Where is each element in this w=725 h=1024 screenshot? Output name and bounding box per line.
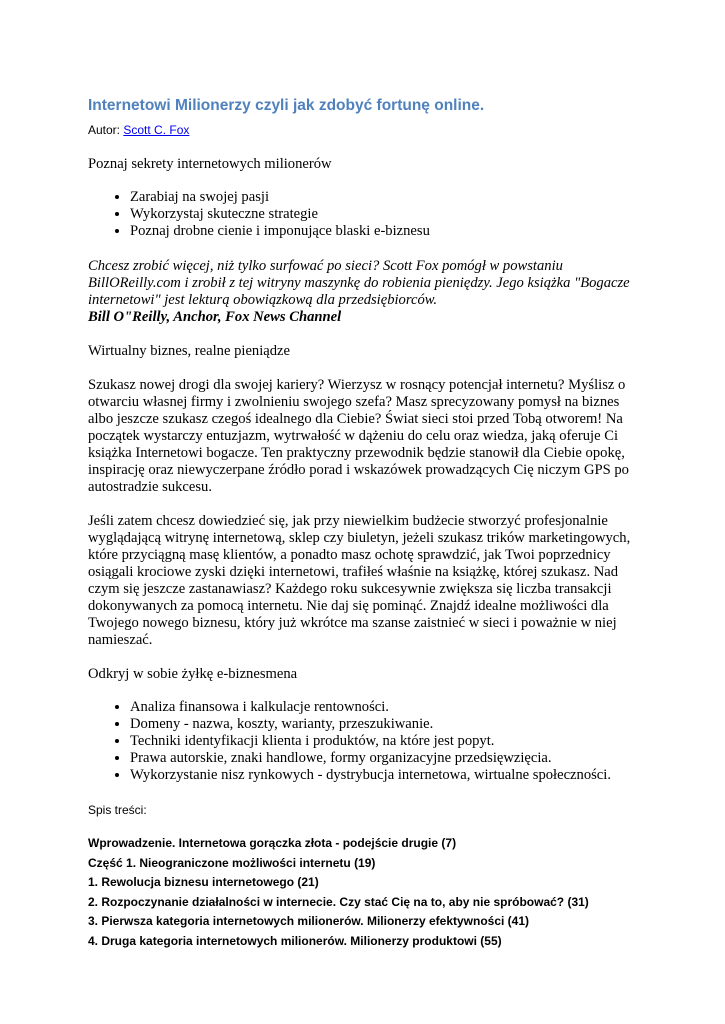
quote-text: Chcesz zrobić więcej, niż tylko surfować po sieci? Scott Fox pomógł w powstaniu BillOReilly.com i zrobił z tej witryny maszynkę do robienia pieniędzy. Jego książka "Bogacze internetowi" jest lekturą obowiązkową dla przedsiębiorców. xyxy=(88,258,630,308)
list-item: • Wykorzystanie nisz rynkowych - dystrybucja internetowa, wirtualne społeczności. xyxy=(130,767,648,784)
toc-label: Spis treści: xyxy=(88,803,147,817)
toc-entry: 4. Druga kategoria internetowych milionerów. Milionerzy produktowi (55) xyxy=(88,933,502,948)
document-page xyxy=(88,96,648,951)
intro-text: Poznaj sekrety internetowych milionerów xyxy=(88,156,332,172)
list-item: • Zarabiaj na swojej pasji xyxy=(130,189,648,206)
quote-author: Bill O"Reilly, Anchor, Fox News Channel xyxy=(88,309,342,325)
paragraph: Jeśli zatem chcesz dowiedzieć się, jak przy niewielkim budżecie stworzyć profesjonalnie wyglądającą witrynę internetową, sklep czy biuletyn, jeżeli szukasz trików marketingowych, które przyciągną masę klientów, a ponadto masz ochotę sprawdzić, jak Twoi poprzednicy osiągali krociowe zyski dzięki internetowi, trafiłeś właśnie na książkę, której szukasz. Nad czym się jeszcze zastanawiasz? Każdego roku sukcesywnie zwiększa się liczba transakcji dokonywanych za pomocą internetu. Nie daj się pominąć. Znajdź idealne możliwości dla Twojego nowego biznesu, który już wkrótce ma szanse zaistnieć w sieci i poważnie w niej namieszać. xyxy=(88,513,631,648)
list-item: • Techniki identyfikacji klienta i produktów, na które jest popyt. xyxy=(130,733,648,750)
section-heading: Odkryj w sobie żyłkę e-biznesmena xyxy=(88,666,298,682)
author-line xyxy=(88,122,648,138)
document-title: Internetowi Milionerzy czyli jak zdobyć fortunę online. xyxy=(88,97,485,114)
bullet-list-topics xyxy=(88,699,648,784)
author-link[interactable]: Scott C. Fox xyxy=(123,123,190,137)
toc-entry: 2. Rozpoczynanie działalności w internecie. Czy stać Cię na to, aby nie spróbować? (31) xyxy=(88,894,589,909)
toc-entry: Wprowadzenie. Internetowa gorączka złota - podejście drugie (7) xyxy=(88,836,457,850)
bullet-list-features xyxy=(88,189,648,240)
list-item: • Wykorzystaj skuteczne strategie xyxy=(130,206,648,223)
section-heading: Wirtualny biznes, realne pieniądze xyxy=(88,343,291,359)
list-item: • Analiza finansowa i kalkulacje rentowności. xyxy=(130,699,648,716)
list-item: • Poznaj drobne cienie i imponujące blaski e-biznesu xyxy=(130,223,648,240)
toc-entry: Część 1. Nieograniczone możliwości internetu (19) xyxy=(88,855,376,870)
author-label: Autor: xyxy=(88,123,124,137)
list-item: • Prawa autorskie, znaki handlowe, formy organizacyjne przedsięwzięcia. xyxy=(130,750,648,767)
list-item: • Domeny - nazwa, koszty, warianty, przeszukiwanie. xyxy=(130,716,648,733)
toc-entry: 1. Rewolucja biznesu internetowego (21) xyxy=(88,875,319,889)
table-of-contents xyxy=(88,834,648,951)
paragraph: Szukasz nowej drogi dla swojej kariery? Wierzysz w rosnący potencjał internetu? Myślisz o otwarciu własnej firmy i zwolnieniu swojego szefa? Masz sprecyzowany pomysł na biznes albo jeszcze szukasz czegoś idealnego dla Ciebie? Świat sieci stoi przed Tobą otworem! Na początek wystarczy entuzjazm, wytrwałość w dążeniu do celu oraz wiedza, jaką oferuje Ci książka Internetowi bogacze. Ten praktyczny przewodnik będzie stanowił dla Ciebie opokę, inspirację oraz niewyczerpane źródło porad i wskazówek prowadzących Cię niczym GPS po autostradzie sukcesu. xyxy=(88,377,629,495)
toc-entry: 3. Pierwsza kategoria internetowych milionerów. Milionerzy efektywności (41) xyxy=(88,914,530,928)
